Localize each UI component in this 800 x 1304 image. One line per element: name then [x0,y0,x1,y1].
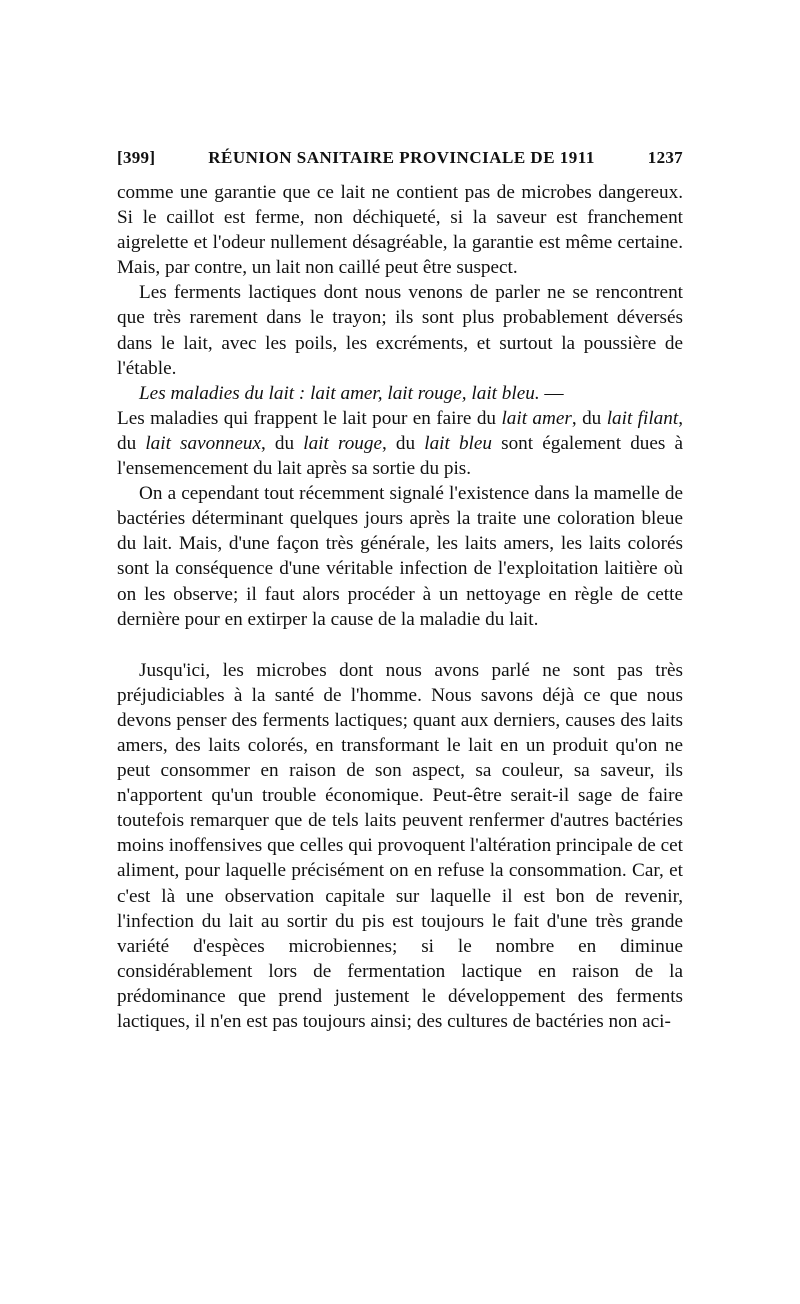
section-marker: [399] [117,148,156,167]
paragraph-1: comme une garantie que ce lait ne contient pas de microbes dangereux. Si le caillot est ferme, non déchiqueté, si la saveur est franchement aigrelette et l'odeur nullement désagréable, la garantie est même certaine. Mais, par contre, un lait non caillé peut être suspect. [117,182,683,279]
body-text [117,180,683,1034]
term-lait-filant: lait filant [606,407,679,429]
term-lait-savonneux: lait savonneux [145,432,262,454]
paragraph-4-text: sont également dues à l'ensemencement du lait après sa sortie du pis. [117,432,684,480]
term-lait-rouge: lait rouge [303,432,383,454]
running-title: RÉUNION SANITAIRE PROVINCIALE DE 1911 [208,148,595,167]
paragraph-4-text: , du [261,432,304,454]
paragraph-4-text: , du [382,432,425,454]
section-heading-dash: — [539,382,564,404]
paragraph-4-text: Les maladies qui frappent le lait pour en faire du [117,407,502,429]
paragraph-6: Jusqu'ici, les microbes dont nous avons parlé ne sont pas très préjudiciables à la santé de l'homme. Nous savons déjà ce que nous devons penser des ferments lactiques; quant aux derniers, causes des laits amers, des laits colorés, en transformant le lait en un produit qu'on ne peut consommer en raison de son aspect, sa couleur, sa saveur, ils n'apportent qu'un trouble économique. Peut-être serait-il sage de faire toutefois remarquer que de tels laits peuvent renfermer d'autres bactéries moins inoffensives que celles qui provoquent l'altération principale de cet aliment, pour laquelle précisément on en refuse la consommation. Car, et c'est là une observation capitale sur laquelle il est bon de revenir, l'infection du lait au sortir du pis est toujours le fait d'une très grande variété d'espèces microbiennes; si le nombre en diminue considérablement lors de fermentation lactique en raison de la prédominance que prend justement le développement des ferments lactiques, il n'en est pas toujours ainsi; des cultures de bactéries non aci- [117,659,683,1032]
paragraph-2: Les ferments lactiques dont nous venons de parler ne se rencontrent que très rarement dans le trayon; ils sont plus probablement déversés dans le lait, avec les poils, les excréments, et surtout la poussière de l'étable. [117,282,683,379]
document-page [117,148,683,1034]
term-lait-bleu: lait bleu [424,432,492,454]
paragraph-4 [117,406,683,481]
paragraph-5: On a cependant tout récemment signalé l'existence dans la mamelle de bactéries déterminant quelques jours après la traite une coloration bleue du lait. Mais, d'une façon très générale, les laits amers, les laits colorés sont la conséquence d'une véritable infection de l'exploitation laitière où on les observe; il faut alors procéder à un nettoyage en règle de cette dernière pour en extirper la cause de la maladie du lait. [117,483,683,630]
page-number: 1237 [647,148,683,167]
paragraph-4-text: , du [571,407,607,429]
section-heading [117,381,683,406]
term-lait-amer: lait amer [501,407,572,429]
section-break [117,632,683,658]
paragraph-4-text: , du [117,407,683,454]
section-heading-text: Les maladies du lait : lait amer, lait rouge, lait bleu. [139,382,540,404]
running-header [117,148,683,168]
